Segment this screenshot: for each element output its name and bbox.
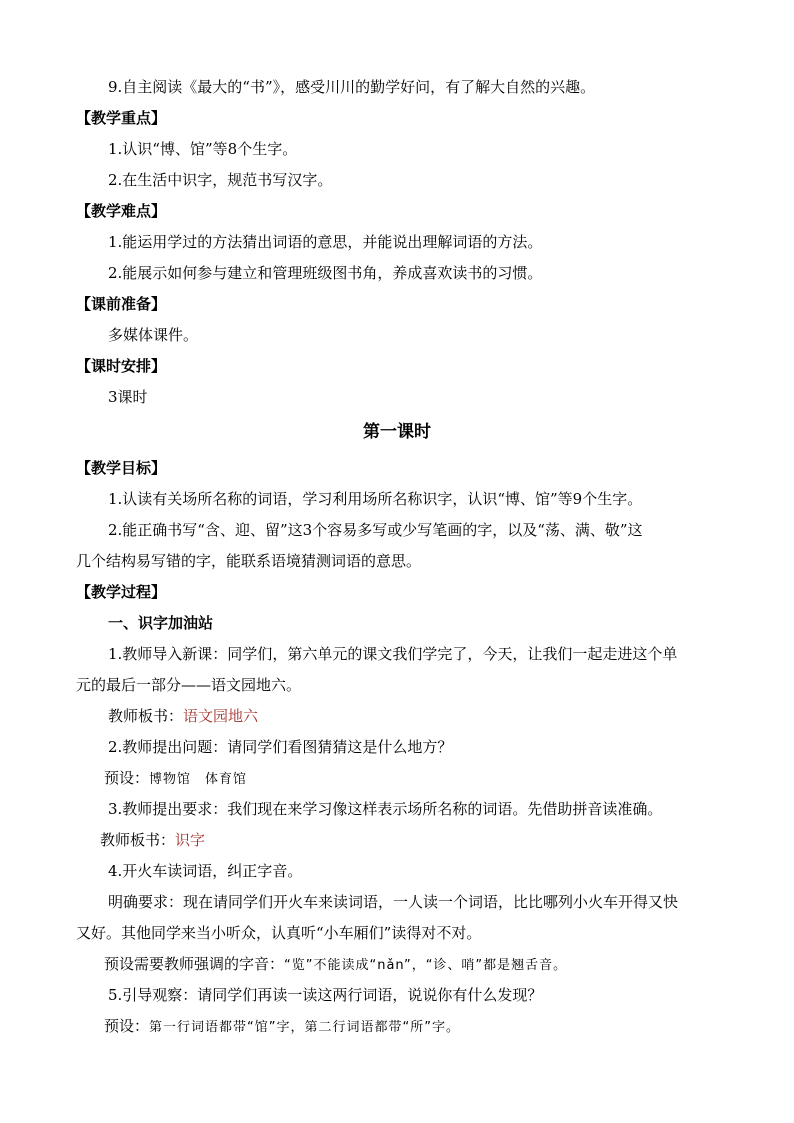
teacher-board-1 [108, 706, 258, 726]
process-5: 5.引导观察：请同学们再读一读这两行词语，说说你有什么发现？ [108, 986, 543, 1004]
heading-teaching-process: 【教学过程】 [76, 583, 167, 601]
preset-value: “览”不能读成“nǎn”，“诊、哨”都是翘舌音。 [284, 958, 568, 973]
process-4-requirement: 明确要求：现在请同学们开火车来读词语，一人读一个词语，比比哪列小火车开得又快 [108, 893, 679, 911]
preset-2 [104, 768, 247, 790]
heading-preparation: 【课前准备】 [76, 295, 167, 313]
preset-value: 第一行词语都带“馆”字，第二行词语都带“所”字。 [149, 1020, 460, 1035]
board-label: 教师板书： [108, 707, 184, 725]
process-1-cont: 元的最后一部分——语文园地六。 [76, 676, 302, 694]
preset-4 [104, 954, 567, 976]
focus-item-1: 1.认识“博、馆”等8个生字。 [108, 140, 298, 158]
board-label: 教师板书： [100, 831, 176, 849]
heading-teaching-difficulty: 【教学难点】 [76, 202, 167, 220]
process-2: 2.教师提出问题：请同学们看图猜猜这是什么地方？ [108, 738, 453, 756]
process-1: 1.教师导入新课：同学们，第六单元的课文我们学完了，今天，让我们一起走进这个单 [108, 645, 678, 663]
objective-9: 9.自主阅读《最大的“书”》，感受川川的勤学好问，有了解大自然的兴趣。 [108, 78, 596, 96]
board-value: 语文园地六 [183, 707, 259, 725]
heading-teaching-focus: 【教学重点】 [76, 109, 167, 127]
goal-item-2: 2.能正确书写“含、迎、留”这3个容易多写或少写笔画的字，以及“荡、满、敬”这 [108, 521, 643, 539]
preset-label: 预设需要教师强调的字音： [104, 955, 285, 973]
heading-schedule: 【课时安排】 [76, 357, 167, 375]
difficulty-item-1: 1.能运用学过的方法猜出词语的意思，并能说出理解词语的方法。 [108, 233, 543, 251]
preparation-text: 多媒体课件。 [108, 326, 199, 344]
process-4: 4.开火车读词语，纠正字音。 [108, 862, 303, 880]
board-value: 识字 [175, 831, 206, 849]
lesson-title: 第一课时 [363, 422, 431, 442]
goal-item-2-cont: 几个结构易写错的字，能联系语境猜测词语的意思。 [76, 552, 422, 570]
goal-item-1: 1.认读有关场所名称的词语，学习利用场所名称识字，认识“博、馆”等9个生字。 [108, 490, 643, 508]
preset-value: 博物馆 体育馆 [149, 772, 248, 787]
section-heading-1: 一、识字加油站 [108, 614, 214, 632]
process-4-requirement-cont: 又好。其他同学来当小听众，认真听“小车厢们”读得对不对。 [76, 924, 482, 942]
preset-label: 预设： [104, 769, 150, 787]
preset-5 [104, 1016, 460, 1038]
schedule-text: 3课时 [108, 388, 148, 406]
focus-item-2: 2.在生活中识字，规范书写汉字。 [108, 171, 333, 189]
difficulty-item-2: 2.能展示如何参与建立和管理班级图书角，养成喜欢读书的习惯。 [108, 264, 543, 282]
heading-teaching-goals: 【教学目标】 [76, 459, 167, 477]
process-3: 3.教师提出要求：我们现在来学习像这样表示场所名称的词语。先借助拼音读准确。 [108, 800, 663, 818]
teacher-board-2 [100, 830, 205, 850]
preset-label: 预设： [104, 1017, 150, 1035]
